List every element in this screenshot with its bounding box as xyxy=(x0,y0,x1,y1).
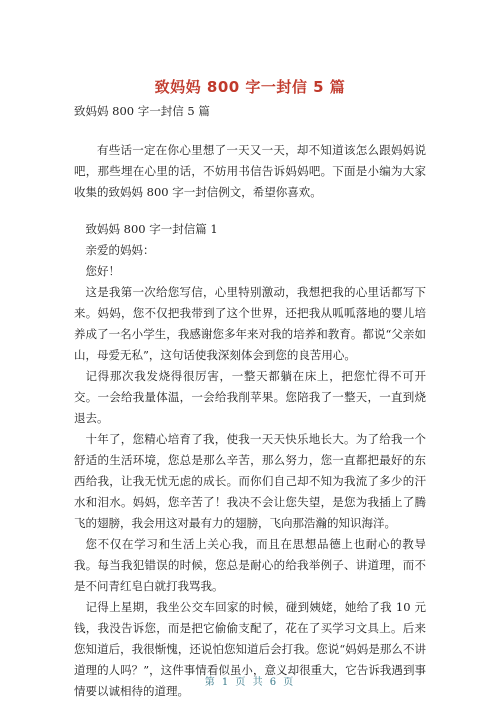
greeting: 您好！ xyxy=(85,264,120,278)
section-heading: 致妈妈 800 字一封信篇 1 xyxy=(85,222,218,236)
salutation: 亲爱的妈妈： xyxy=(85,243,155,257)
document-title: 致妈妈 800 字一封信 5 篇 xyxy=(154,78,346,96)
body-paragraph: 这是我第一次给您写信，心里特别激动，我想把我的心里话都写下来。妈妈，您不仅把我带到了这个世界，还把我从呱呱落地的婴儿培养成了一名小学生，我感谢您多年来对我的培养和教育。都说“父亲如山，母爱无私”，这句话使我深刻体会到您的良苦用心。 xyxy=(74,285,426,362)
body-paragraph: 您不仅在学习和生活上关心我，而且在思想品德上也耐心的教导我。每当我犯错误的时候，您总是耐心的给我举例子、讲道理，而不是不问青红皂白就打我骂我。 xyxy=(74,537,426,593)
body-paragraph: 记得那次我发烧得很厉害，一整天都躺在床上，把您忙得不可开交。一会给我量体温，一会给我削苹果。您陪我了一整天，一直到烧退去。 xyxy=(74,369,426,425)
body-paragraph: 十年了，您精心培育了我，使我一天天快乐地长大。为了给我一个舒适的生活环境，您总是那么辛苦，那么努力，您一直都把最好的东西给我，让我无忧无虑的成长。而你们自己却不知为我流了多少的汗水和泪水。妈妈，您辛苦了！我决不会让您失望，是您为我插上了腾飞的翅膀，我会用这对最有力的翅膀，飞向那浩瀚的知识海洋。 xyxy=(74,432,426,530)
intro-paragraph: 有些话一定在你心里想了一天又一天，却不知道该怎么跟妈妈说吧，那些埋在心里的话，不妨用书信告诉妈妈吧。下面是小编为大家收集的致妈妈 800 字一封信例文，希望你喜欢。 xyxy=(74,143,426,199)
body-paragraph: 记得上星期，我坐公交车回家的时候，碰到姨姥，她给了我 10 元钱，我没告诉您，而是把它偷偷支配了，花在了买学习文具上。后来您知道后，我很惭愧，还说怕您知道后会打我。您说“妈妈是那么不讲道理的人吗？”，这件事情看似虽小，意义却很重大，它告诉我遇到事情要以诚相待的道理。 xyxy=(74,600,426,698)
page-number: 第 1 页 共 6 页 xyxy=(204,677,296,688)
document-subtitle: 致妈妈 800 字一封信 5 篇 xyxy=(74,104,210,118)
document-body xyxy=(74,140,426,702)
